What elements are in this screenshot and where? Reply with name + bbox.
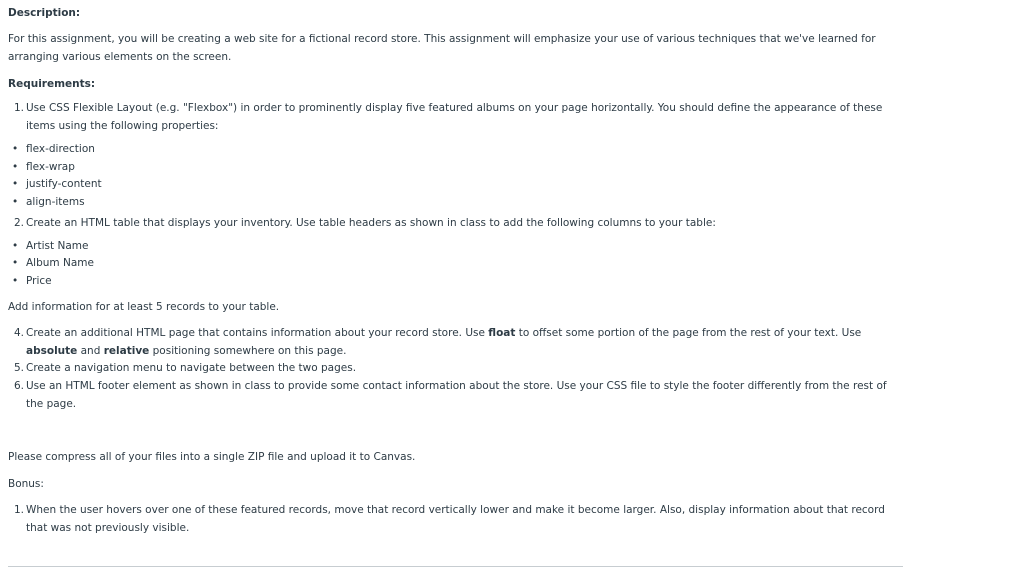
flex-property-label: justify-content [26, 178, 102, 190]
requirement-5-text: Create a navigation menu to navigate between the two pages. [26, 362, 357, 374]
requirement-2-text: Create an HTML table that displays your inventory. Use table headers as shown in class to add the following columns to your table: [26, 217, 716, 229]
flex-property-item: • justify-content [12, 178, 102, 190]
requirement-1-text: Use CSS Flexible Layout (e.g. "Flexbox") in order to prominently display five featured albums on your page horizontally. You should define the appearance of these items using the following properties: [26, 102, 883, 132]
requirement-5-number: 5. [14, 362, 25, 374]
column-item: • Album Name [12, 257, 94, 269]
requirement-5 [14, 360, 898, 378]
requirement-6-number: 6. [14, 380, 25, 392]
flex-property-label: flex-direction [26, 143, 95, 155]
flex-property-item: • align-items [12, 196, 85, 208]
requirement-4 [14, 325, 898, 360]
flex-property-item: • flex-direction [12, 143, 95, 155]
flex-property-label: align-items [26, 196, 85, 208]
requirement-4-text: Create an additional HTML page that contains information about your record store. Use float to offset some portion of the page from the rest of your text. Use absolute and relative positioning somewhere on this page. [26, 327, 862, 357]
requirement-6-text: Use an HTML footer element as shown in class to provide some contact information about the store. Use your CSS file to style the footer differently from the rest of the page. [26, 380, 887, 410]
column-item: • Price [12, 275, 52, 287]
requirement-1 [14, 100, 898, 135]
bonus-1 [14, 502, 898, 537]
bonus-heading: Bonus: [8, 478, 44, 490]
requirement-2 [14, 215, 898, 233]
column-item: • Artist Name [12, 240, 89, 252]
float-keyword: float [488, 327, 516, 339]
description-text: For this assignment, you will be creating a web site for a fictional record store. This assignment will emphasize your use of various techniques that we've learned for arranging various elements on the screen. [8, 33, 876, 63]
description-heading: Description: [8, 7, 81, 19]
requirement-4-number: 4. [14, 327, 25, 339]
compress-note: Please compress all of your files into a single ZIP file and upload it to Canvas. [8, 451, 416, 463]
absolute-keyword: absolute [26, 344, 78, 357]
requirement-2-number: 2. [14, 217, 25, 229]
requirement-1-number: 1. [14, 102, 25, 114]
bonus-1-number: 1. [14, 504, 25, 516]
flex-property-item: • flex-wrap [12, 161, 75, 173]
flex-property-label: flex-wrap [26, 161, 75, 173]
relative-keyword: relative [103, 344, 150, 357]
column-label: Artist Name [26, 240, 89, 252]
column-label: Price [26, 275, 52, 287]
divider [8, 566, 903, 567]
column-label: Album Name [26, 257, 94, 269]
requirement-6 [14, 378, 898, 413]
requirements-heading: Requirements: [8, 78, 96, 90]
bonus-1-text: When the user hovers over one of these featured records, move that record vertically lower and make it become larger. Also, display information about that record that was not previously visible. [26, 504, 885, 534]
records-note: Add information for at least 5 records to your table. [8, 301, 280, 313]
